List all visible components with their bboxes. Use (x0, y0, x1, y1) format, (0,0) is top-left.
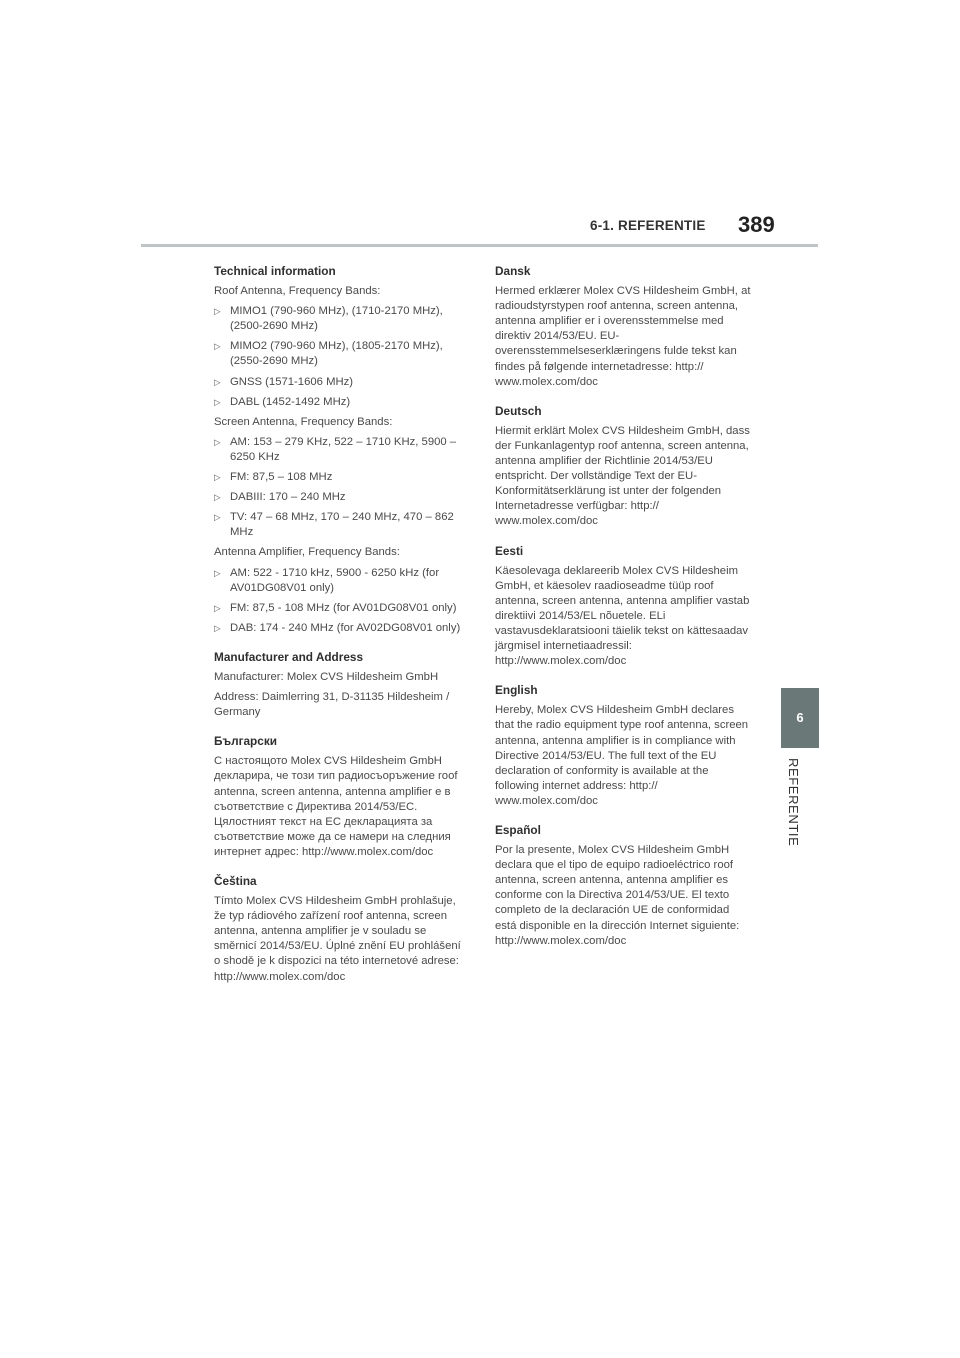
screen-antenna-intro: Screen Antenna, Frequency Bands: (214, 415, 393, 428)
list-item: ▷ DABIII: 170 – 240 MHz (214, 490, 466, 505)
chapter-side-label: REFERENTIE (786, 758, 801, 847)
czech-heading: Čeština (214, 874, 257, 888)
list-item: ▷ GNSS (1571-1606 MHz) (214, 375, 466, 390)
list-item: ▷ DAB: 174 - 240 MHz (for AV02DG08V01 only) (214, 621, 466, 636)
english-text: Hereby, Molex CVS Hildesheim GmbH declares that the radio equipment type roof antenna, screen antenna, antenna amplifier is in compliance with Directive 2014/53/EU. The full text of the EU declaration of conformity is available at the following internet address: http:// www.molex.com/doc (495, 704, 749, 807)
german-text: Hiermit erklärt Molex CVS Hildesheim GmbH, dass der Funkanlagentyp roof antenna, screen antenna, antenna amplifier der Richtlinie 2014/53/EU entspricht. Der vollständige Text der EU-Konformitätserklärung ist unter der folgenden Internetadresse verfügbar: http:// www.molex.com/doc (495, 424, 750, 528)
danish-heading: Dansk (495, 264, 531, 278)
list-item: ▷ TV: 47 – 68 MHz, 170 – 240 MHz, 470 – 862 MHz (214, 510, 466, 540)
manufacturer-text: Manufacturer: Molex CVS Hildesheim GmbH (214, 670, 439, 683)
list-item: ▷ AM: 522 - 1710 kHz, 5900 - 6250 kHz (for AV01DG08V01 only) (214, 566, 466, 596)
list-item: ▷ DABL (1452-1492 MHz) (214, 395, 466, 410)
right-column (495, 264, 751, 954)
english-heading: English (495, 683, 538, 698)
list-item: ▷ MIMO1 (790-960 MHz), (1710-2170 MHz), (2500-2690 MHz) (214, 304, 466, 334)
list-item: ▷ FM: 87,5 - 108 MHz (for AV01DG08V01 only) (214, 601, 466, 616)
roof-antenna-intro: Roof Antenna, Frequency Bands: (214, 285, 381, 298)
spanish-text: Por la presente, Molex CVS Hildesheim GmbH declara que el tipo de equipo radioeléctrico roof antenna, screen antenna, antenna amplifier es conforme con la Directiva 2014/53/UE. El texto completo de la declaración UE de conformidad está disponible en la dirección Internet siguiente: http://www.molex.com/doc (495, 844, 740, 947)
bulgarian-heading: Български (214, 734, 277, 749)
chapter-tab (781, 688, 819, 748)
estonian-heading: Eesti (495, 543, 524, 558)
manufacturer-heading: Manufacturer and Address (214, 649, 364, 664)
list-item: ▷ AM: 153 – 279 KHz, 522 – 1710 KHz, 5900 – 6250 KHz (214, 435, 466, 465)
antenna-amplifier-intro: Antenna Amplifier, Frequency Bands: (214, 546, 400, 559)
address-text: Address: Daimlerring 31, D-31135 Hildesheim / Germany (214, 691, 450, 719)
chapter-number: 6 (796, 710, 804, 725)
czech-text: Tímto Molex CVS Hildesheim GmbH prohlašuje, že typ rádiového zařízení roof antenna, screen antenna, antenna amplifier je v souladu se směrnicí 2014/53/EU. Úplné znění EU prohlášení o shodě je k dispozici na této internetové adrese: http://www.molex.com/doc (214, 895, 461, 983)
list-item: ▷ MIMO2 (790-960 MHz), (1805-2170 MHz), (2550-2690 MHz) (214, 339, 466, 369)
header-rule (141, 244, 818, 247)
technical-information-heading: Technical information (214, 264, 336, 278)
page-number: 389 (738, 212, 775, 237)
spanish-heading: Español (495, 823, 541, 837)
section-title: 6-1. REFERENTIE (590, 218, 706, 233)
german-heading: Deutsch (495, 403, 542, 418)
list-item: ▷ FM: 87,5 – 108 MHz (214, 470, 466, 485)
bulgarian-text: С настоящото Molex CVS Hildesheim GmbH декларира, че този тип радиосъоръжение roof antenna, screen antenna, antenna amplifier е в съответствие с Директива 2014/53/ЕС. Цялостният текст на ЕС декларацията за съответствие може да се намери на следния интернет адрес: http://www.molex.com/doc (214, 755, 458, 858)
danish-text: Hermed erklærer Molex CVS Hildesheim GmbH, at radioudstyrstypen roof antenna, screen antenna, antenna amplifier er i overensstemmelse med direktiv 2014/53/EU. EU-overensstemmelseserklæringens fulde tekst kan findes på følgende internetadresse: http:// www.molex.com/doc (495, 285, 751, 388)
estonian-text: Käesolevaga deklareerib Molex CVS Hildesheim GmbH, et käesolev raadioseadme tüüp roof antenna, screen antenna, antenna amplifier vastab direktiivi 2014/53/EL nõuetele. ELi vastavusdeklaratsiooni täielik tekst on kättesaadav järgmisel internetiaadressil: http://www.molex.com/doc (495, 564, 750, 668)
left-column (214, 264, 466, 990)
